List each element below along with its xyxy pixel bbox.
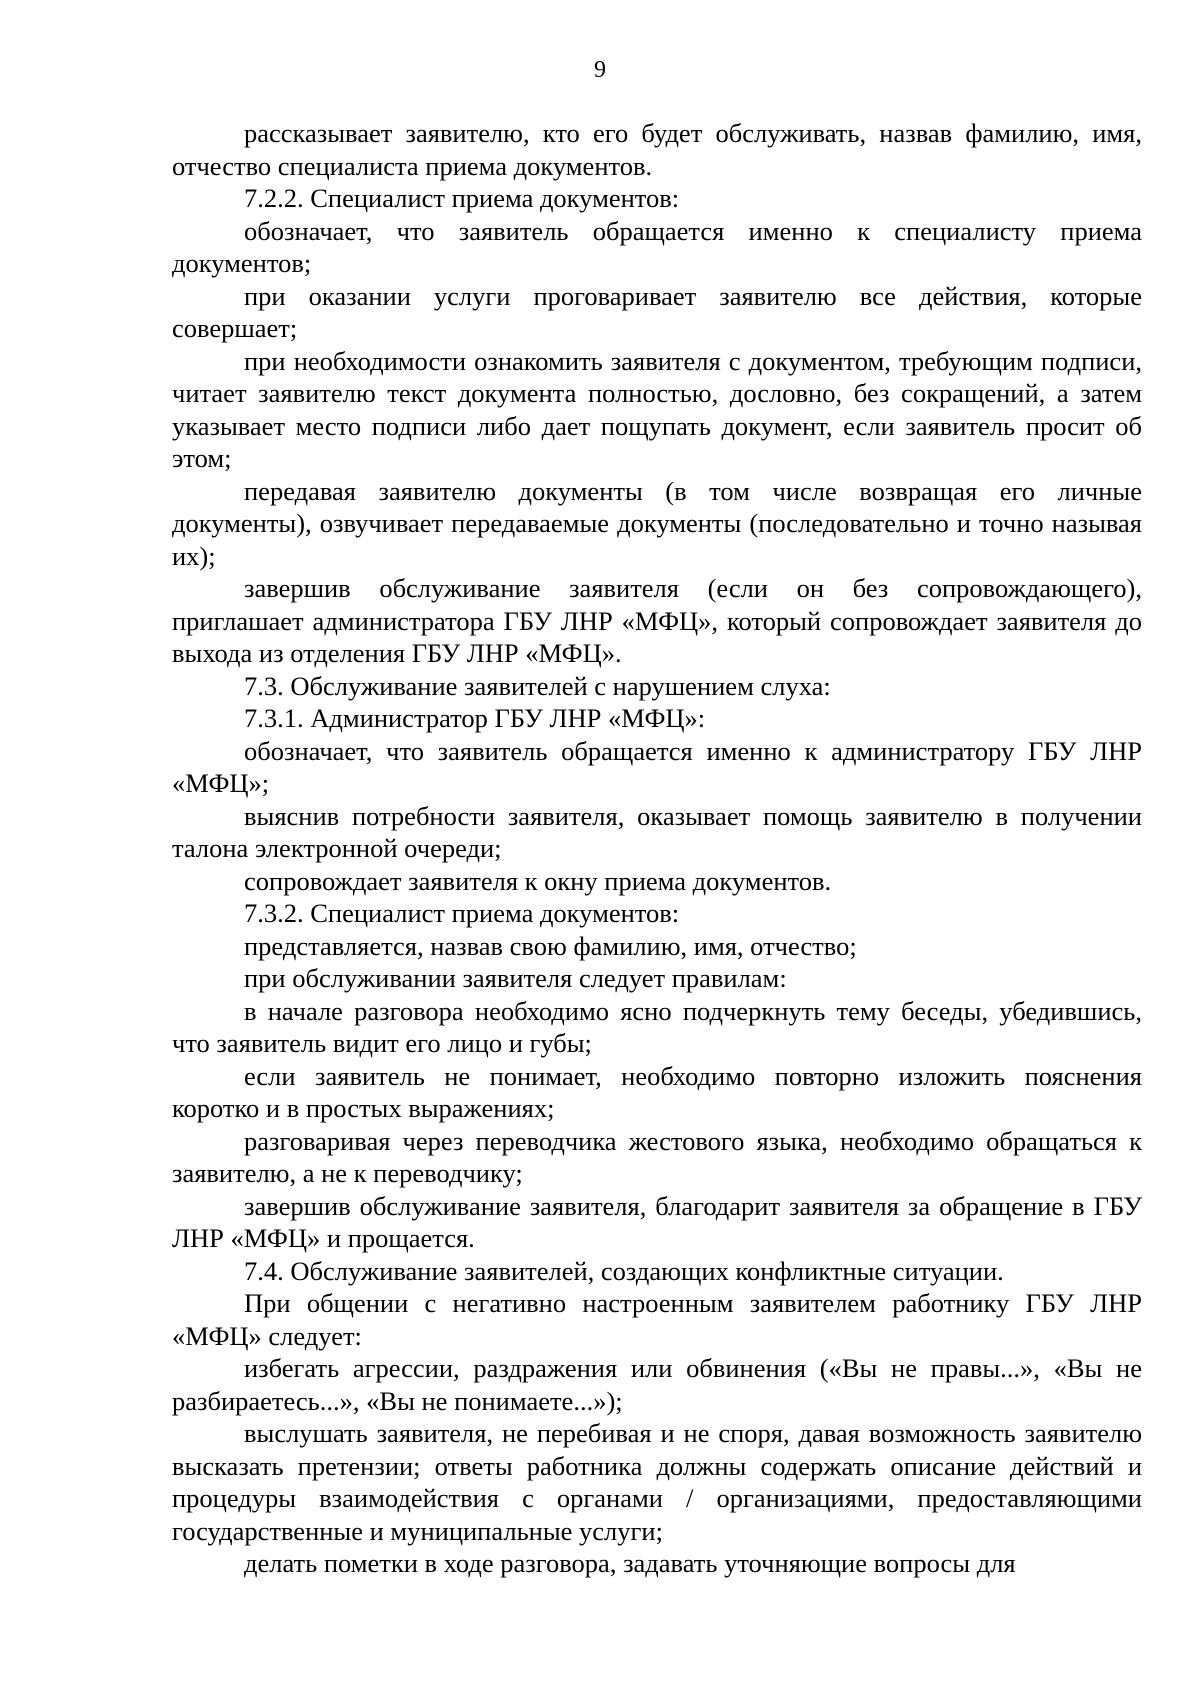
paragraph: 7.3.1. Администратор ГБУ ЛНР «МФЦ»: bbox=[244, 703, 706, 733]
paragraph: При общении с негативно настроенным заявителем работнику ГБУ ЛНР «МФЦ» следует: bbox=[172, 1288, 1142, 1351]
paragraph: обозначает, что заявитель обращается именно к администратору ГБУ ЛНР «МФЦ»; bbox=[172, 735, 1142, 798]
paragraph: 7.3.2. Специалист приема документов: bbox=[244, 898, 680, 928]
page-number: 9 bbox=[594, 57, 606, 83]
paragraph: 7.3. Обслуживание заявителей с нарушением слуха: bbox=[244, 670, 831, 701]
paragraph: 7.4. Обслуживание заявителей, создающих конфликтные ситуации. bbox=[244, 1255, 1004, 1286]
paragraph: выслушать заявителя, не перебивая и не споря, давая возможность заявителю высказать претензии; ответы работника должны содержать описание действий и процедуры взаимодействия с органами / организациями, предоставляющими государственные и муниципальные услуги; bbox=[172, 1418, 1142, 1546]
paragraph: передавая заявителю документы (в том числе возвращая его личные документы), озвучивает передаваемые документы (последовательно и точно называя их); bbox=[172, 475, 1142, 571]
paragraph: при обслуживании заявителя следует правилам: bbox=[244, 963, 787, 993]
paragraph: рассказывает заявителю, кто его будет обслуживать, назвав фамилию, имя, отчество специалиста приема документов. bbox=[172, 118, 1142, 181]
paragraph: при необходимости ознакомить заявителя с документом, требующим подписи, читает заявителю текст документа полностью, дословно, без сокращений, а затем указывает место подписи либо дает пощупать документ, если заявитель просит об этом; bbox=[172, 345, 1142, 473]
paragraph: завершив обслуживание заявителя (если он без сопровождающего), приглашает администратора ГБУ ЛНР «МФЦ», который сопровождает заявителя до выхода из отделения ГБУ ЛНР «МФЦ». bbox=[172, 573, 1142, 668]
paragraph: разговаривая через переводчика жестового языка, необходимо обращаться к заявителю, а не к переводчику; bbox=[172, 1125, 1142, 1188]
paragraph: делать пометки в ходе разговора, задавать уточняющие вопросы для bbox=[244, 1548, 1016, 1578]
paragraph: обозначает, что заявитель обращается именно к специалисту приема документов; bbox=[172, 215, 1142, 278]
paragraph: в начале разговора необходимо ясно подчеркнуть тему беседы, убедившись, что заявитель видит его лицо и губы; bbox=[172, 995, 1142, 1058]
body-text bbox=[172, 117, 1142, 1580]
paragraph: выяснив потребности заявителя, оказывает помощь заявителю в получении талона электронной очереди; bbox=[172, 800, 1142, 863]
paragraph: 7.2.2. Специалист приема документов: bbox=[244, 183, 680, 213]
paragraph: если заявитель не понимает, необходимо повторно изложить пояснения коротко и в простых выражениях; bbox=[172, 1060, 1142, 1123]
paragraph: завершив обслуживание заявителя, благодарит заявителя за обращение в ГБУ ЛНР «МФЦ» и прощается. bbox=[172, 1190, 1142, 1253]
paragraph: представляется, назвав свою фамилию, имя, отчество; bbox=[244, 930, 857, 961]
paragraph: избегать агрессии, раздражения или обвинения («Вы не правы...», «Вы не разбираетесь...», «Вы не понимаете...»); bbox=[172, 1353, 1142, 1416]
paragraph: при оказании услуги проговаривает заявителю все действия, которые совершает; bbox=[172, 280, 1142, 343]
paragraph: сопровождает заявителя к окну приема документов. bbox=[244, 865, 832, 896]
